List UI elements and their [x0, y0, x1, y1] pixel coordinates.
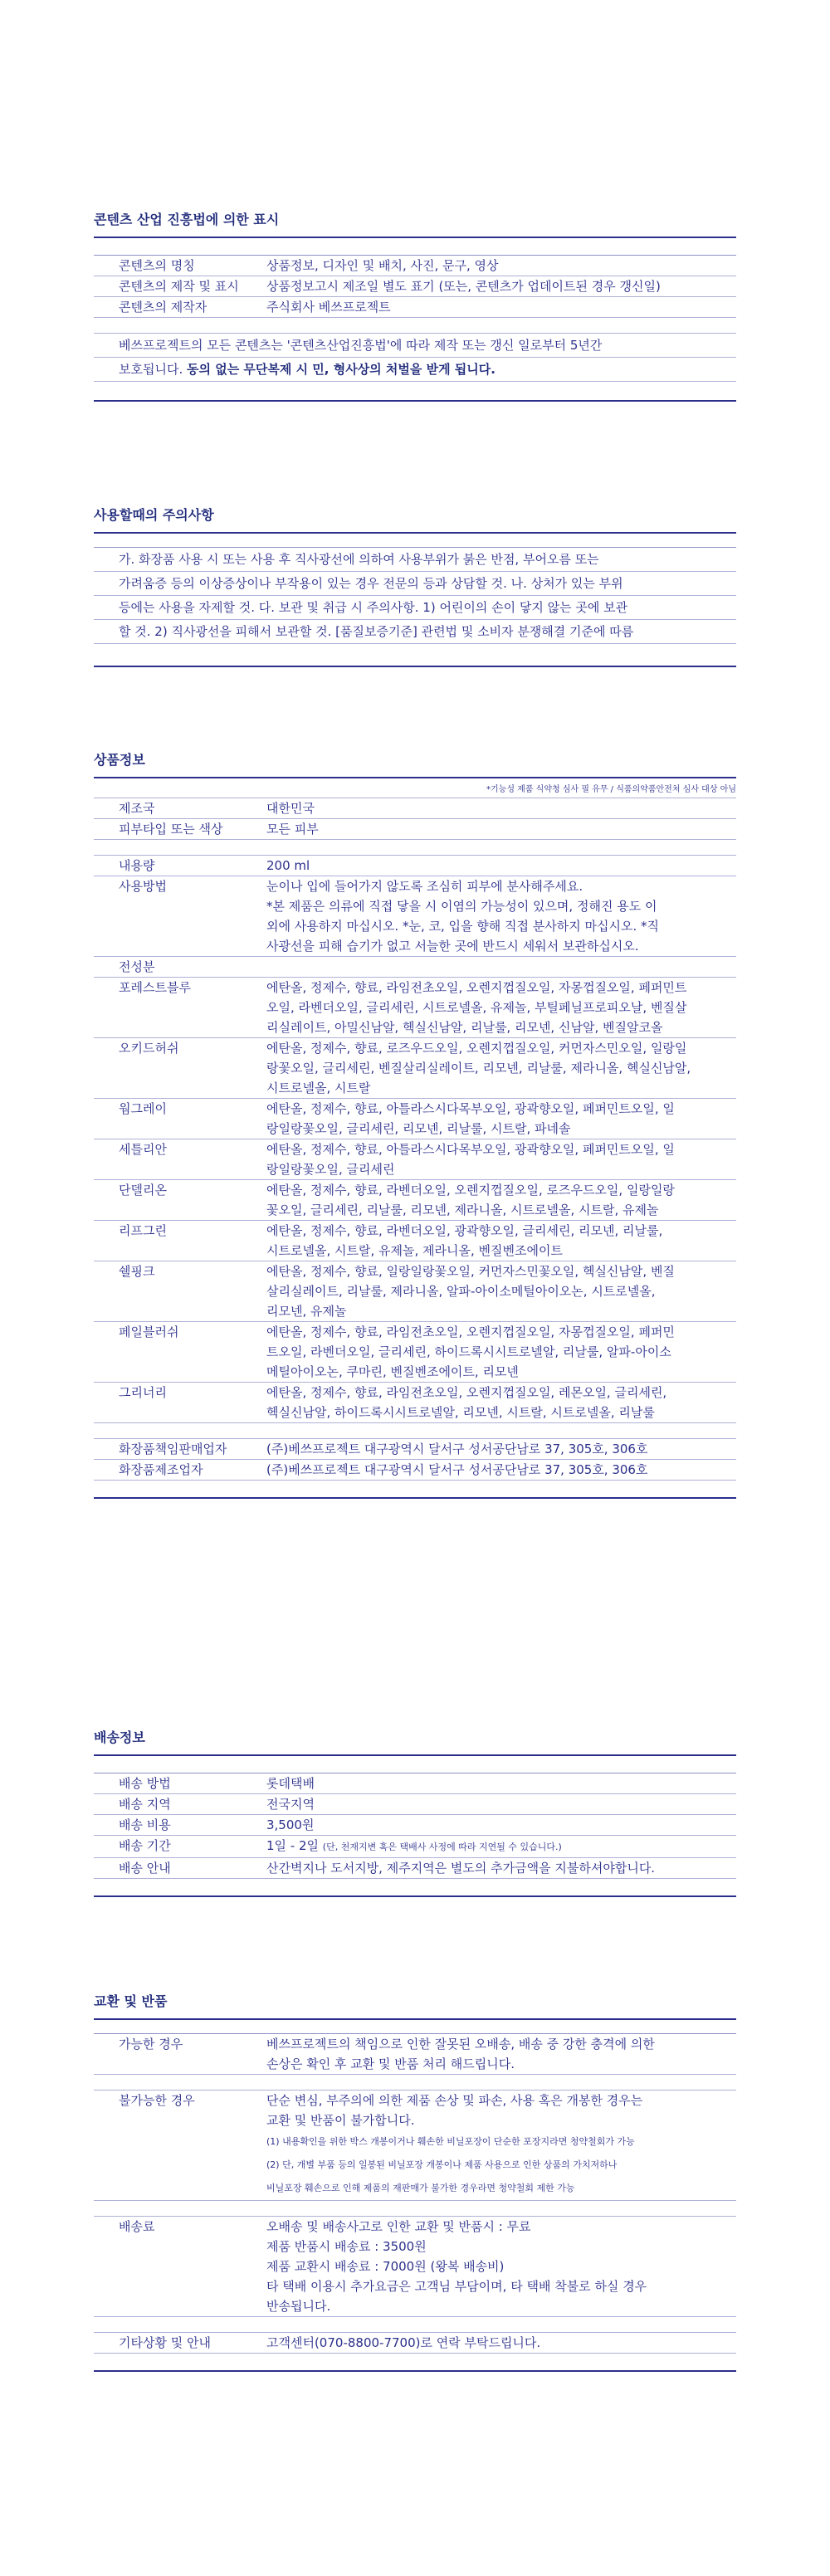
value-text: 롯데택배 — [266, 1776, 315, 1791]
row-value: 상품정보, 디자인 및 배치, 사진, 문구, 영상 — [266, 258, 499, 273]
ingredient-row — [94, 1221, 736, 1261]
ingredient-row — [94, 1099, 736, 1139]
row-value: (주)베쓰프로젝트 대구광역시 달서구 성서공단남로 37, 305호, 306호 — [266, 1462, 648, 1477]
shipping-title: 배송정보 — [94, 1727, 736, 1756]
value-text: 산간벽지나 도서지방, 제주지역은 별도의 추가금액을 지불하셔야합니다. — [266, 1861, 656, 1876]
content-law-row — [94, 297, 736, 318]
row-value — [266, 2034, 736, 2074]
line: 단순 변심, 부주의에 의한 제품 손상 및 파손, 사용 혹은 개봉한 경우는 — [266, 2093, 643, 2108]
ingredient-line: 에탄올, 정제수, 향료, 라임전초오일, 오렌지껍질오일, 자몽껍질오일, 페퍼민트 — [266, 980, 687, 995]
content-law-notice — [94, 334, 736, 382]
ingredient-line: 리실레이트, 아밀신남알, 헥실신남알, 리날룰, 리모넨, 신남알, 벤질알코올 — [266, 1020, 663, 1035]
shipping-row — [94, 1815, 736, 1836]
caution-section — [94, 505, 736, 667]
row-value: 상품정보고시 제조일 별도 표기 (또는, 콘텐츠가 업데이트된 경우 갱신일) — [266, 279, 661, 294]
company-row — [94, 1439, 736, 1460]
caution-line: 가려움증 등의 이상증상이나 부작용이 있는 경우 전문의 등과 상담할 것. 나. 상처가 있는 부위 — [94, 572, 736, 596]
shipping-row — [94, 1773, 736, 1794]
notice-line — [94, 358, 736, 382]
row-key: 불가능한 경우 — [119, 2093, 195, 2108]
row-key: 배송 기간 — [119, 1838, 171, 1853]
usage-line: *본 제품은 의류에 직접 닿을 시 이염의 가능성이 있으며, 정해진 용도 이 — [266, 899, 657, 914]
ingredient-line: 에탄올, 정제수, 향료, 아틀라스시다목부오일, 광곽향오일, 페퍼민트오일, 일 — [266, 1101, 675, 1116]
row-key: 배송 비용 — [119, 1817, 171, 1832]
line: 반송됩니다. — [266, 2299, 331, 2314]
product-section — [94, 749, 736, 1499]
ingredient-list — [266, 1099, 736, 1139]
row-value — [266, 1773, 736, 1793]
caution-line: 등에는 사용을 자제할 것. 다. 보관 및 취급 시 주의사항. 1) 어린이의 손이 닿지 않는 곳에 보관 — [94, 596, 736, 620]
line: 베쓰프로젝트의 책임으로 인한 잘못된 오배송, 배송 중 강한 충격에 의한 — [266, 2037, 655, 2052]
usage-row — [94, 876, 736, 957]
caution-line: 할 것. 2) 직사광선을 피해서 보관할 것. [품질보증기준] 관련법 및 소비자 분쟁해결 기준에 따름 — [94, 620, 736, 644]
row-key: 배송료 — [119, 2219, 155, 2234]
line: 제품 반품시 배송료 : 3500원 — [266, 2239, 427, 2254]
row-value: (주)베쓰프로젝트 대구광역시 달서구 성서공단남로 37, 305호, 306호 — [266, 1442, 648, 1456]
ingredients-label-row — [94, 957, 736, 978]
small-line: 비닐포장 훼손으로 인해 제품의 재판매가 불가한 경우라면 청약철회 제한 가능 — [266, 2183, 575, 2193]
ingredient-list — [266, 1322, 736, 1382]
product-note: *기능성 제품 식약청 심사 필 유무 / 식품의약품안전처 심사 대상 아님 — [94, 778, 736, 798]
company-row — [94, 1460, 736, 1481]
row-key: 제조국 — [119, 801, 155, 816]
value-text: 1일 - 2일 — [266, 1838, 323, 1853]
row-key: 화장품제조업자 — [119, 1462, 203, 1477]
notice-line: 베쓰프로젝트의 모든 콘텐츠는 '콘텐츠산업진흥법'에 따라 제작 또는 갱신 일로부터 5년간 — [94, 334, 736, 358]
ingredient-row — [94, 1038, 736, 1099]
row-key: 가능한 경우 — [119, 2037, 183, 2052]
value-note: (단, 천재지변 혹은 택배사 사정에 따라 지연될 수 있습니다.) — [322, 1842, 562, 1852]
ingredient-list — [266, 1180, 736, 1220]
ingredient-line: 시트로넬올, 시트랄 — [266, 1081, 371, 1095]
caution-line: 가. 화장품 사용 시 또는 사용 후 직사광선에 의하여 사용부위가 붉은 반점, 부어오름 또는 — [94, 548, 736, 572]
row-key: 피부타입 또는 색상 — [119, 822, 223, 837]
exchange-possible-row — [94, 2034, 736, 2075]
ingredients-label: 전성분 — [119, 959, 155, 974]
row-key: 배송 안내 — [119, 1861, 171, 1876]
row-key: 기타상황 및 안내 — [119, 2335, 211, 2350]
ingredient-line: 에탄올, 정제수, 향료, 라임전초오일, 오렌지껍질오일, 레몬오일, 글리세린, — [266, 1385, 667, 1400]
ingredient-list — [266, 1139, 736, 1179]
line: 오배송 및 배송사고로 인한 교환 및 반품시 : 무료 — [266, 2219, 531, 2234]
row-value — [266, 1836, 736, 1857]
row-value — [266, 1815, 736, 1835]
exchange-title: 교환 및 반품 — [94, 1991, 736, 2020]
row-key: 사용방법 — [119, 879, 167, 894]
ingredient-name: 세틀리안 — [119, 1142, 167, 1157]
line: 손상은 확인 후 교환 및 반품 처리 해드립니다. — [266, 2056, 515, 2071]
notice-warning: 동의 없는 무단복제 시 민, 형사상의 처벌을 받게 됩니다. — [187, 362, 496, 377]
ingredient-name: 페일블러쉬 — [119, 1325, 179, 1339]
row-value: 200 ml — [266, 858, 310, 873]
row-value — [266, 876, 736, 956]
product-title: 상품정보 — [94, 749, 736, 778]
row-value: 주식회사 베쓰프로젝트 — [266, 300, 391, 315]
content-law-section — [94, 209, 736, 402]
usage-line: 사광선을 피해 습기가 없고 서늘한 곳에 반드시 세워서 보관하십시오. — [266, 939, 639, 954]
ingredient-name: 그리너리 — [119, 1385, 167, 1400]
shipping-section — [94, 1727, 736, 1897]
row-value: 고객센터(070-8800-7700)로 연락 부탁드립니다. — [266, 2335, 541, 2350]
row-key: 배송 지역 — [119, 1797, 171, 1812]
small-line: (2) 단, 개별 부품 등의 일봉된 비닐포장 개봉이나 제품 사용으로 인한 상품의 가치저하나 — [266, 2159, 618, 2170]
ingredient-list — [266, 1221, 736, 1261]
value-text: 3,500원 — [266, 1817, 315, 1832]
exchange-fee-row — [94, 2217, 736, 2317]
row-value — [266, 1794, 736, 1814]
ingredient-line: 에탄올, 정제수, 향료, 일랑일랑꽃오일, 커먼자스민꽃오일, 헥실신남알, 벤질 — [266, 1264, 675, 1279]
exchange-section — [94, 1991, 736, 2372]
ingredient-name: 웜그레이 — [119, 1101, 167, 1116]
ingredient-list — [266, 1261, 736, 1321]
ingredient-name: 오키드허쉬 — [119, 1041, 179, 1056]
row-key: 내용량 — [119, 858, 155, 873]
shipping-rows — [94, 1773, 736, 1879]
row-value — [266, 1858, 736, 1878]
content-law-title: 콘텐츠 산업 진흥법에 의한 표시 — [94, 209, 736, 238]
ingredient-line: 랑일랑꽃오일, 글리세린, 리모넨, 리날룰, 시트랄, 파네솔 — [266, 1121, 571, 1136]
ingredient-row — [94, 1383, 736, 1423]
row-key: 콘텐츠의 제작 및 표시 — [119, 279, 239, 294]
ingredient-line: 살리실레이트, 리날룰, 제라니올, 알파-아이소메틸아이오논, 시트로넬올, — [266, 1284, 656, 1299]
row-key: 배송 방법 — [119, 1776, 171, 1791]
ingredients-list — [94, 978, 736, 1423]
exchange-impossible-row — [94, 2091, 736, 2201]
row-value — [266, 2217, 736, 2316]
ingredient-list — [266, 1383, 736, 1422]
ingredient-row — [94, 1139, 736, 1180]
shipping-row — [94, 1858, 736, 1879]
shipping-row — [94, 1836, 736, 1858]
usage-line: 외에 사용하지 마십시오. *눈, 코, 입을 향해 직접 분사하지 마십시오. *직 — [266, 919, 659, 934]
exchange-etc-row — [94, 2333, 736, 2354]
ingredient-line: 꽃오일, 글리세린, 리날룰, 리모넨, 제라니올, 시트로넬올, 시트랄, 유제놀 — [266, 1203, 659, 1217]
line: 타 택배 이용시 추가요금은 고객님 부담이며, 타 택배 착불로 하실 경우 — [266, 2279, 647, 2294]
ingredient-line: 시트로넬올, 시트랄, 유제놀, 제라니올, 벤질벤조에이트 — [266, 1243, 563, 1258]
ingredient-line: 트오일, 라벤더오일, 글리세린, 하이드록시시트로넬알, 리날룰, 알파-아이소 — [266, 1344, 671, 1359]
ingredient-name: 쉘핑크 — [119, 1264, 155, 1279]
line: 제품 교환시 배송료 : 7000원 (왕복 배송비) — [266, 2259, 505, 2274]
row-key: 콘텐츠의 제작자 — [119, 300, 208, 315]
line: 교환 및 반품이 불가합니다. — [266, 2113, 415, 2128]
ingredient-line: 헥실신남알, 하이드록시시트로넬알, 리모넨, 시트랄, 시트로넬올, 리날룰 — [266, 1405, 655, 1420]
small-line: (1) 내용확인을 위한 박스 개봉이거나 훼손한 비닐포장이 단순한 포장지라면 청약철회가 가능 — [266, 2136, 635, 2147]
caution-title: 사용할때의 주의사항 — [94, 505, 736, 534]
content-law-row — [94, 256, 736, 276]
ingredient-row — [94, 1180, 736, 1221]
row-value: 모든 피부 — [266, 822, 319, 837]
usage-line: 눈이나 입에 들어가지 않도록 조심히 피부에 분사해주세요. — [266, 879, 583, 894]
ingredient-list — [266, 978, 736, 1037]
ingredient-line: 랑일랑꽃오일, 글리세린 — [266, 1162, 395, 1177]
ingredient-line: 리모넨, 유제놀 — [266, 1304, 347, 1319]
row-value — [266, 2091, 736, 2200]
ingredient-line: 에탄올, 정제수, 향료, 라벤더오일, 오렌지껍질오일, 로즈우드오일, 일랑일랑 — [266, 1183, 675, 1198]
product-row — [94, 819, 736, 840]
ingredient-name: 리프그린 — [119, 1223, 167, 1238]
ingredient-line: 랑꽃오일, 글리세린, 벤질살리실레이트, 리모넨, 리날룰, 제라니올, 헥실신남알, — [266, 1061, 691, 1076]
ingredient-list — [266, 1038, 736, 1098]
ingredient-line: 에탄올, 정제수, 향료, 라임전초오일, 오렌지껍질오일, 자몽껍질오일, 페퍼민 — [266, 1325, 675, 1339]
ingredient-line: 메틸아이오논, 쿠마린, 벤질벤조에이트, 리모넨 — [266, 1364, 519, 1379]
ingredient-row — [94, 978, 736, 1038]
ingredient-name: 단델리온 — [119, 1183, 167, 1198]
row-key: 화장품책임판매업자 — [119, 1442, 227, 1456]
product-row — [94, 856, 736, 876]
row-key: 콘텐츠의 명칭 — [119, 258, 195, 273]
ingredient-line: 에탄올, 정제수, 향료, 라벤더오일, 광곽향오일, 글리세린, 리모넨, 리날룰, — [266, 1223, 663, 1238]
shipping-row — [94, 1794, 736, 1815]
value-text: 전국지역 — [266, 1797, 315, 1812]
notice-text: 보호됩니다. — [119, 362, 187, 377]
ingredient-line: 에탄올, 정제수, 향료, 아틀라스시다목부오일, 광곽향오일, 페퍼민트오일, 일 — [266, 1142, 675, 1157]
row-value: 대한민국 — [266, 801, 315, 816]
content-law-row — [94, 276, 736, 297]
ingredient-line: 오일, 라벤더오일, 글리세린, 시트로넬올, 유제놀, 부틸페닐프로피오날, 벤질살 — [266, 1000, 687, 1015]
ingredient-line: 에탄올, 정제수, 향료, 로즈우드오일, 오렌지껍질오일, 커먼자스민오일, 일랑일 — [266, 1041, 687, 1056]
ingredient-name: 포레스트블루 — [119, 980, 191, 995]
product-row — [94, 798, 736, 819]
ingredient-row — [94, 1322, 736, 1383]
ingredient-row — [94, 1261, 736, 1322]
